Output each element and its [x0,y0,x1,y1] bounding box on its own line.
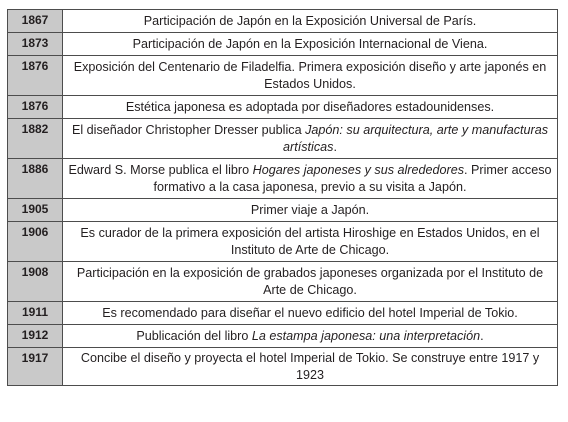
book-title: Japón: su arquitectura, arte y manufacturas artísticas [283,122,549,154]
event-text: El diseñador Christopher Dresser publica [71,122,306,137]
event-text: Estética japonesa es adoptada por diseñadores estadounidenses. [125,99,495,114]
event-text: Edward S. Morse publica el libro [68,162,253,177]
event-cell [63,302,558,325]
event-text: Concibe el diseño y proyecta el hotel Imperial de Tokio. Se construye entre 1917 y 1923 [80,350,540,382]
event-cell [63,325,558,348]
event-text: Participación de Japón en la Exposición Universal de París. [143,13,477,28]
event-cell [63,199,558,222]
event-cell [63,222,558,262]
event-text: Primer viaje a Japón. [250,202,370,217]
timeline-row [8,325,558,348]
timeline-row [8,10,558,33]
timeline-row [8,222,558,262]
event-text: Participación de Japón en la Exposición Internacional de Viena. [132,36,488,51]
year-cell: 1886 [8,159,63,199]
event-cell [63,96,558,119]
event-cell [63,10,558,33]
year-cell: 1876 [8,96,63,119]
year-cell: 1873 [8,33,63,56]
timeline-row [8,199,558,222]
event-text: Es recomendado para diseñar el nuevo edificio del hotel Imperial de Tokio. [102,305,518,320]
timeline-row [8,33,558,56]
timeline-row [8,302,558,325]
event-cell [63,119,558,159]
event-cell [63,348,558,386]
year-cell: 1882 [8,119,63,159]
event-text: Publicación del libro [136,328,252,343]
book-title: La estampa japonesa: una interpretación [251,328,481,343]
year-cell: 1905 [8,199,63,222]
event-cell [63,159,558,199]
event-cell [63,33,558,56]
timeline-row [8,119,558,159]
event-cell [63,262,558,302]
event-cell [63,56,558,96]
event-text: . Primer acceso formativo a la casa japonesa, previo a su visita a Japón. [153,162,552,194]
year-cell: 1912 [8,325,63,348]
event-text: . [480,328,484,343]
timeline-row [8,348,558,386]
event-text: . [333,139,337,154]
year-cell: 1876 [8,56,63,96]
year-cell: 1906 [8,222,63,262]
timeline-row [8,56,558,96]
year-cell: 1908 [8,262,63,302]
book-title: Hogares japoneses y sus alrededores [252,162,465,177]
year-cell: 1911 [8,302,63,325]
year-cell: 1917 [8,348,63,386]
timeline-row [8,262,558,302]
event-text: Exposición del Centenario de Filadelfia. Primera exposición diseño y arte japonés en Estados Unidos. [73,59,547,91]
timeline-table [7,9,558,386]
timeline-row [8,96,558,119]
year-cell: 1867 [8,10,63,33]
timeline-row [8,159,558,199]
event-text: Es curador de la primera exposición del artista Hiroshige en Estados Unidos, en el Instituto de Arte de Chicago. [80,225,540,257]
event-text: Participación en la exposición de grabados japoneses organizada por el Instituto de Arte de Chicago. [76,265,544,297]
